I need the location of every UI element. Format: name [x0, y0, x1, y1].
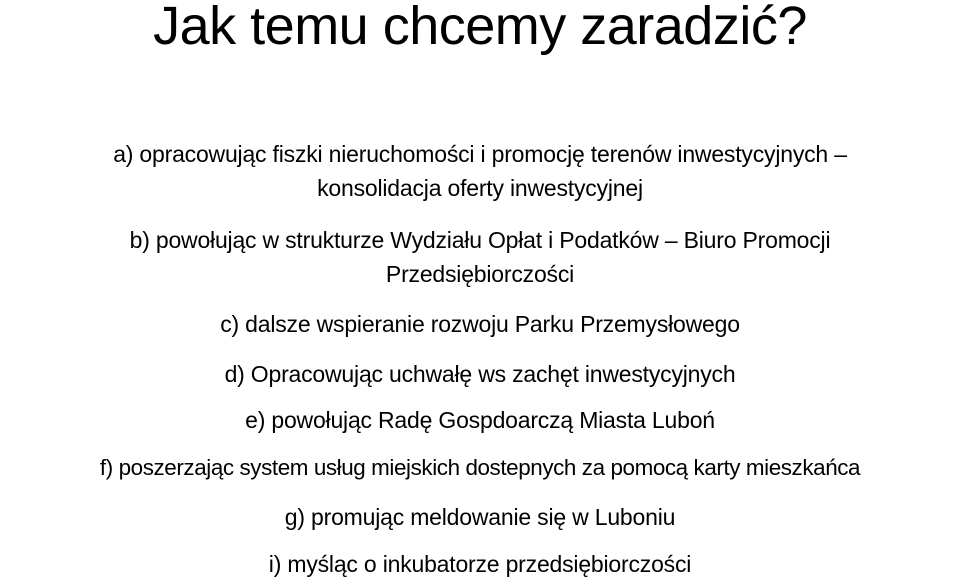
list-item-d: d) Opracowując uchwałę ws zachęt inwestycyjnych [224, 361, 736, 387]
list-item-g: g) promując meldowanie się w Luboniu [284, 504, 676, 530]
list-item-e: e) powołując Radę Gospdoarczą Miasta Luboń [245, 407, 715, 433]
list-item-b-line2: Przedsiębiorczości [385, 261, 575, 287]
list-item-a-line2: konsolidacja oferty inwestycyjnej [317, 175, 643, 201]
list-item-f: f) poszerzając system usług miejskich dostepnych za pomocą karty mieszkańca [99, 455, 861, 480]
list-item-a-line1: a) opracowując fiszki nieruchomości i promocję terenów inwestycyjnych – [113, 141, 847, 167]
list-item-b-line1: b) powołując w strukturze Wydziału Opłat i Podatków – Biuro Promocji [129, 227, 831, 253]
list-item-c: c) dalsze wspieranie rozwoju Parku Przemysłowego [220, 311, 740, 337]
list-item-i: i) myśląc o inkubatorze przedsiębiorczości [268, 551, 692, 577]
slide-title: Jak temu chcemy zaradzić? [153, 0, 807, 56]
